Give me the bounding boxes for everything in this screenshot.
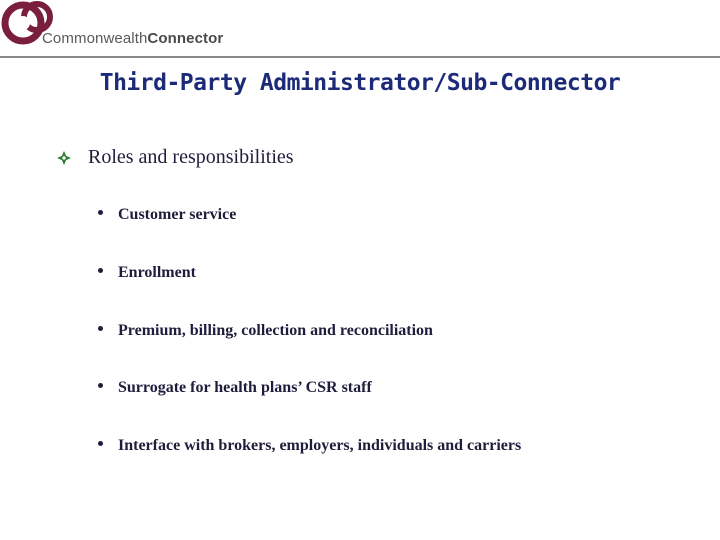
heading-bullet (56, 146, 294, 169)
list-item-text: Enrollment (118, 264, 196, 281)
bullet-dot-icon (98, 268, 103, 273)
list-item-text: Customer service (118, 206, 237, 223)
list-item-text: Surrogate for health plans’ CSR staff (118, 379, 372, 396)
bullet-dot-icon (98, 383, 103, 388)
list-item (98, 322, 433, 340)
slide-title: Third-Party Administrator/Sub-Connector (99, 70, 621, 96)
bullet-dot-icon (98, 210, 103, 215)
list-item (98, 206, 236, 224)
brand-name (42, 30, 223, 47)
bullet-dot-icon (98, 326, 103, 331)
brand-name-part1: Commonwealth (42, 30, 148, 47)
list-item-text: Interface with brokers, employers, individuals and carriers (118, 437, 522, 454)
bullet-dot-icon (98, 441, 103, 446)
list-item-text: Premium, billing, collection and reconciliation (118, 322, 433, 339)
list-item (98, 379, 372, 397)
brand-name-part2: Connector (147, 30, 224, 47)
list-item (98, 437, 521, 455)
header-rule (0, 56, 720, 58)
heading-text: Roles and responsibilities (88, 146, 294, 168)
list-item (98, 264, 196, 282)
diamond-bullet-icon (56, 150, 72, 166)
